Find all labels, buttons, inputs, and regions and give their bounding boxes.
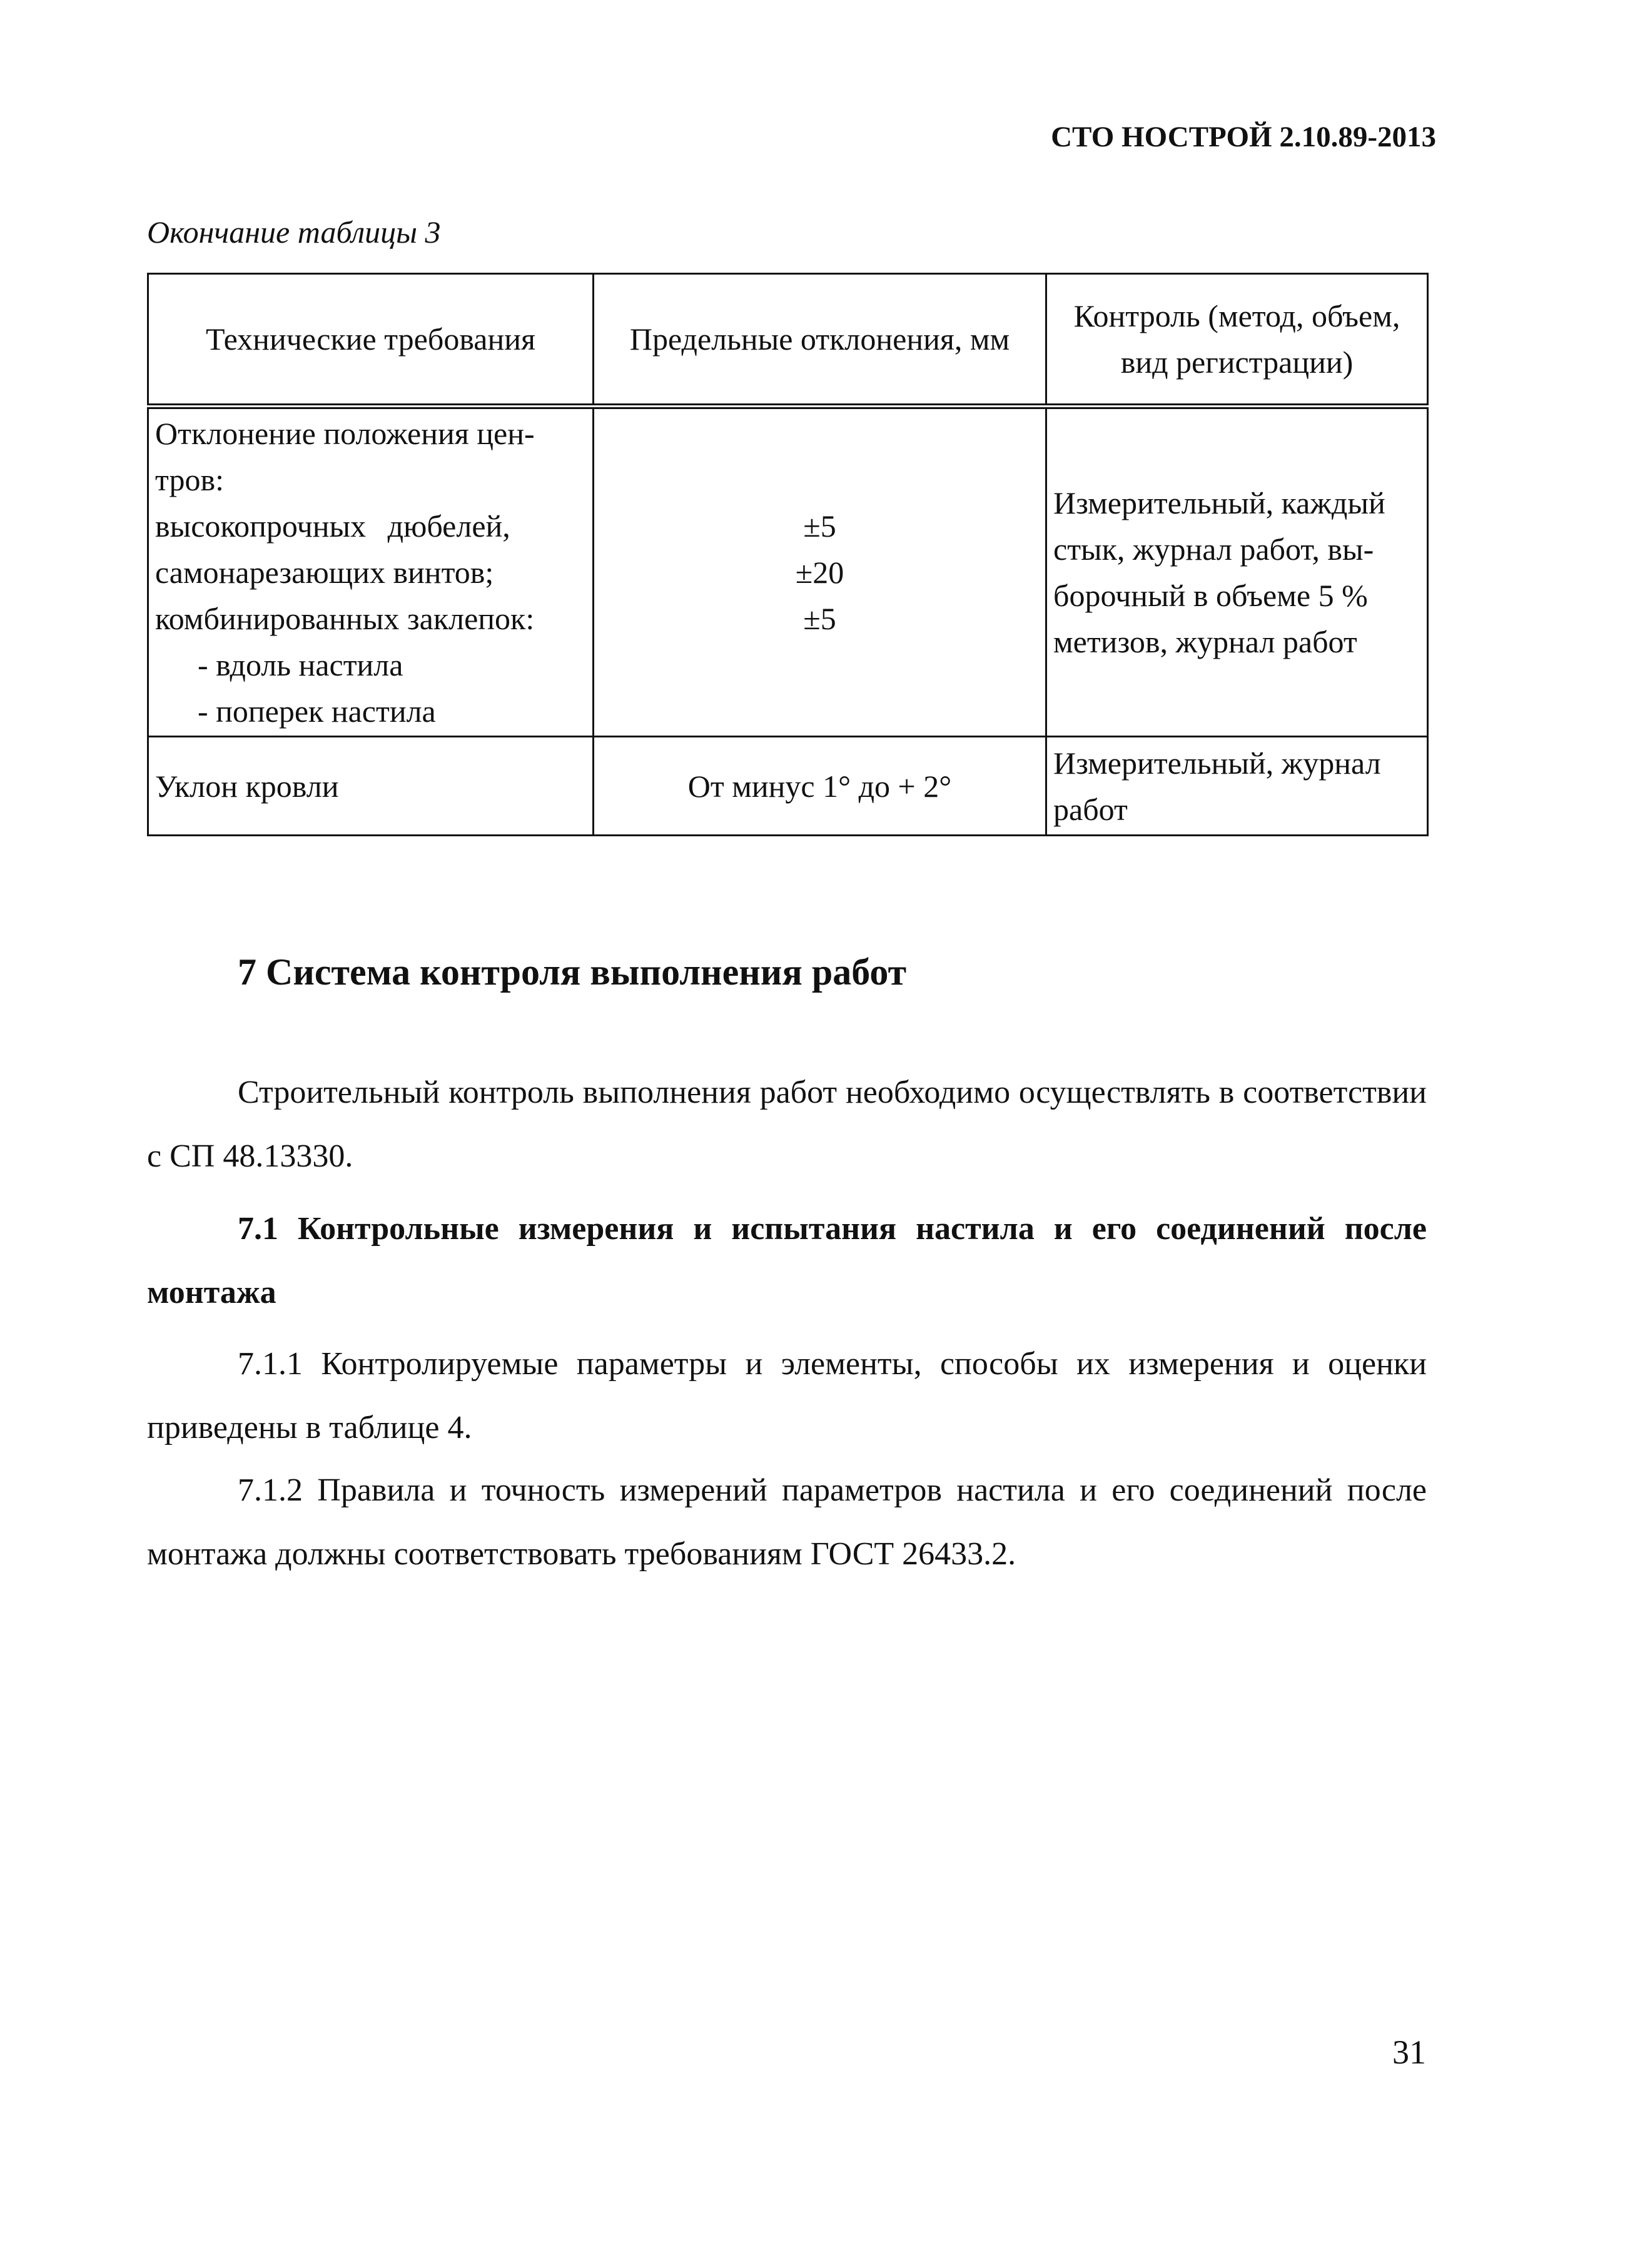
section-heading: 7 Система контроля выполнения работ [238, 951, 907, 993]
deviation-value: ±5 [803, 509, 836, 544]
requirement-line: комбинированных заклепок: [155, 601, 535, 636]
control-cell [1046, 407, 1428, 737]
table-caption: Окончание таблицы 3 [147, 215, 441, 250]
control-line: стык, журнал работ, вы- [1053, 532, 1374, 567]
header-limit-deviations: Предельные отклонения, мм [594, 274, 1046, 407]
deviation-cell [594, 407, 1046, 737]
paragraph-construction-control: Строительный контроль выполнения работ необходимо осуществлять в соответствии с СП 48.13330. [147, 1075, 1427, 1174]
paragraph-7-1-2: 7.1.2 Правила и точность измерений параметров настила и его соединений после монтажа должны соответствовать требованиям ГОСТ 26433.2. [147, 1472, 1427, 1572]
control-line: борочный в объеме 5 % [1053, 578, 1368, 613]
deviation-value: ±20 [795, 555, 844, 590]
table-row [148, 407, 1428, 737]
header-control: Контроль (метод, объем, вид регистрации) [1046, 274, 1428, 407]
deviation-value: ±5 [803, 601, 836, 636]
paragraph-7-1-1: 7.1.1 Контролируемые параметры и элементы, способы их измерения и оценки приведены в таблице 4. [147, 1346, 1427, 1445]
control-line: Измерительный, каждый [1053, 485, 1385, 520]
requirements-table [147, 273, 1429, 836]
table-row [148, 737, 1428, 836]
control-line: метизов, журнал работ [1053, 624, 1357, 659]
control-line: Измерительный, журнал [1053, 745, 1381, 781]
requirement-line: Отклонение положения цен- [155, 416, 535, 451]
requirement-cell [148, 407, 594, 737]
deviation-cell: От минус 1° до + 2° [594, 737, 1046, 836]
subsection-heading: 7.1 Контрольные измерения и испытания настила и его соединений после монтажа [147, 1211, 1427, 1310]
requirement-cell: Уклон кровли [148, 737, 594, 836]
requirement-line: - вдоль настила [198, 647, 403, 682]
requirement-line: - поперек настила [198, 694, 436, 729]
requirement-line: самонарезающих винтов; [155, 555, 494, 590]
header-technical-requirements: Технические требования [148, 274, 594, 407]
page-number: 31 [1392, 2033, 1426, 2071]
requirement-line: тров: [155, 462, 224, 497]
control-line: работ [1053, 791, 1128, 827]
table-header-row [148, 274, 1428, 407]
document-code: СТО НОСТРОЙ 2.10.89-2013 [1051, 121, 1436, 153]
control-cell [1046, 737, 1428, 836]
requirement-line: высокопрочных дюбелей, [155, 509, 510, 544]
